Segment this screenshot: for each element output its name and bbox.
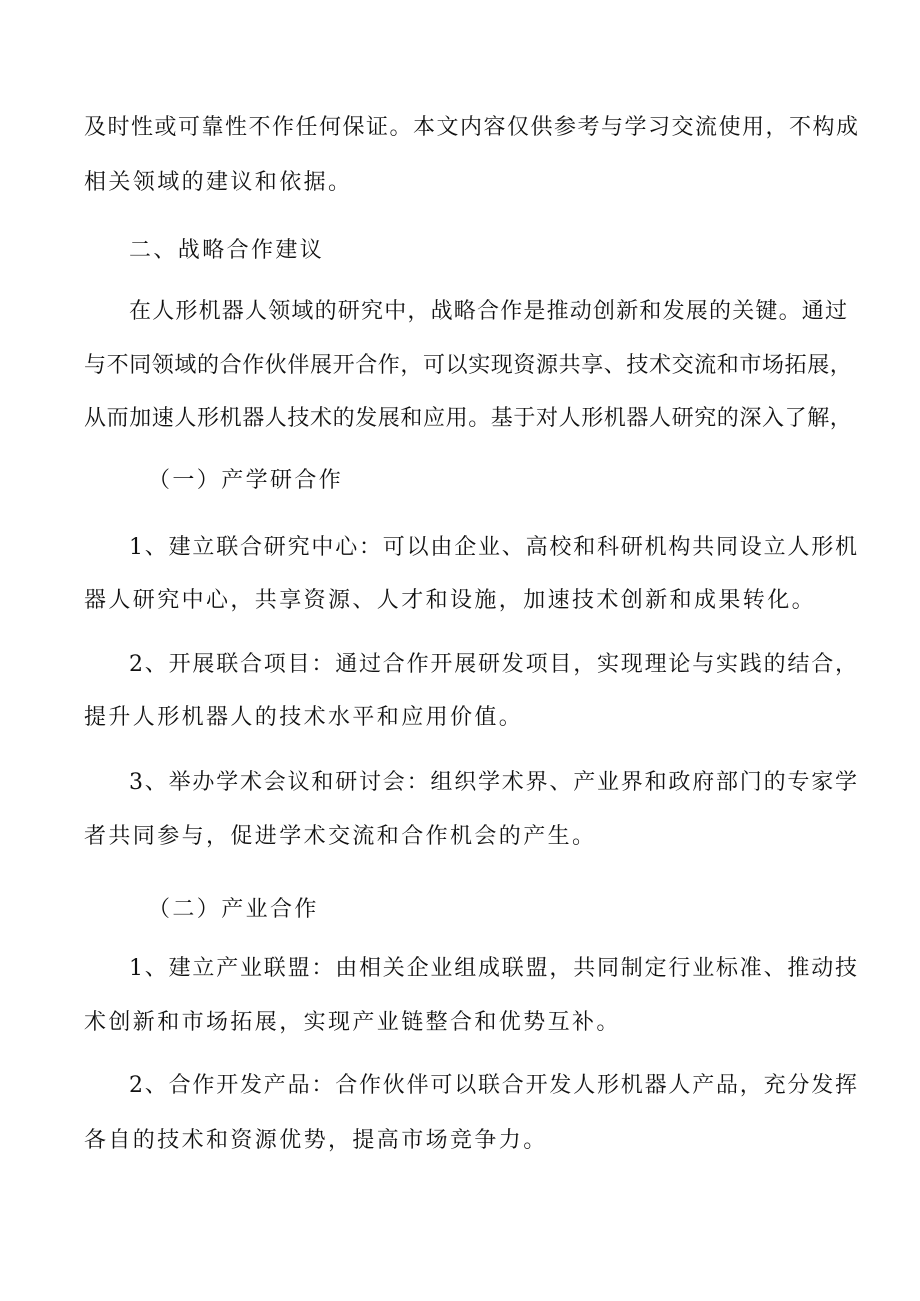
list-item-3-line-1: 3、举办学术会议和研讨会：组织学术界、产业界和政府部门的专家学 xyxy=(129,770,859,795)
paragraph-disclaimer-line-1: 及时性或可靠性不作任何保证。本文内容仅供参考与学习交流使用，不构成 xyxy=(84,115,860,140)
list-item-5-line-2: 各自的技术和资源优势，提高市场竞争力。 xyxy=(84,1128,548,1153)
list-item-1-line-1: 1、建立联合研究中心：可以由企业、高校和科研机构共同设立人形机 xyxy=(129,535,859,560)
list-item-4-line-2: 术创新和市场拓展，实现产业链整合和优势互补。 xyxy=(84,1010,621,1035)
list-item-2-line-2: 提升人形机器人的技术水平和应用价值。 xyxy=(84,705,524,730)
subsection-heading-industry-academia: （一）产学研合作 xyxy=(148,468,344,493)
paragraph-intro-line-3: 从而加速人形机器人技术的发展和应用。基于对人形机器人研究的深入了解， xyxy=(84,406,853,431)
list-item-2-line-1: 2、开展联合项目：通过合作开展研发项目，实现理论与实践的结合， xyxy=(129,652,859,677)
paragraph-intro-line-2: 与不同领域的合作伙伴展开合作，可以实现资源共享、技术交流和市场拓展， xyxy=(84,353,853,378)
paragraph-intro-line-1: 在人形机器人领域的研究中，战略合作是推动创新和发展的关键。通过 xyxy=(129,299,849,324)
subsection-heading-industry-cooperation: （二）产业合作 xyxy=(148,897,319,922)
section-heading-strategic-cooperation: 二、战略合作建议 xyxy=(129,238,325,263)
list-item-3-line-2: 者共同参与，促进学术交流和合作机会的产生。 xyxy=(84,824,597,849)
list-item-4-line-1: 1、建立产业联盟：由相关企业组成联盟，共同制定行业标准、推动技 xyxy=(129,956,859,981)
paragraph-disclaimer-line-2: 相关领域的建议和依据。 xyxy=(84,170,353,195)
list-item-1-line-2: 器人研究中心，共享资源、人才和设施，加速技术创新和成果转化。 xyxy=(84,588,817,613)
list-item-5-line-1: 2、合作开发产品：合作伙伴可以联合开发人形机器人产品，充分发挥 xyxy=(129,1073,859,1098)
